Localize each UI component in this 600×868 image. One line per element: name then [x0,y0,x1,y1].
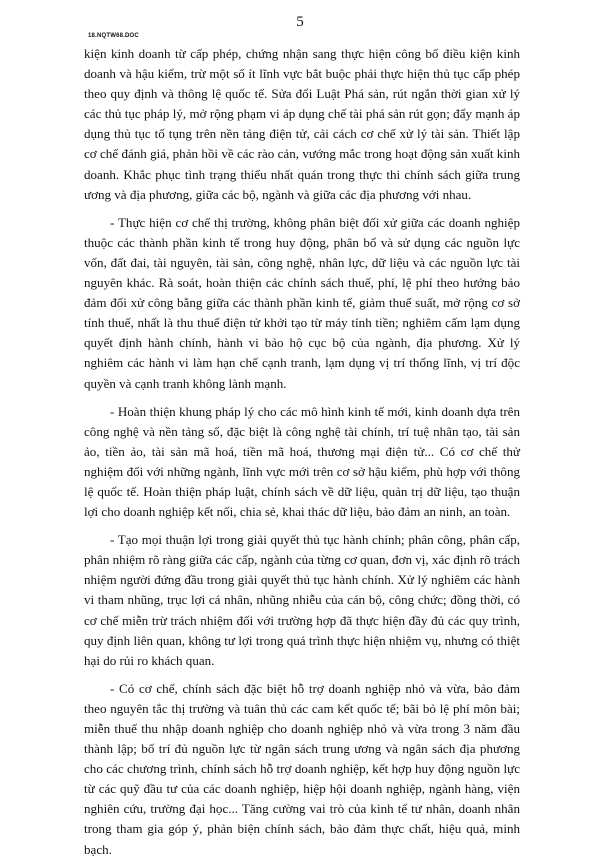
paragraph-administrative-procedures: - Tạo mọi thuận lợi trong giải quyết thủ tục hành chính; phân công, phân cấp, phân nhiệm rõ ràng giữa các cấp, ngành của từng cơ quan, đơn vị, xác định rõ trách nhiệm người đứng đầu trong giải quyết thủ tục hành chính. Xử lý nghiêm các hành vi tham nhũng, trục lợi cá nhân, nhũng nhiễu của cán bộ, công chức; đồng thời, có cơ chế miễn trừ trách nhiệm đối với trường hợp đã thực hiện đầy đủ các quy trình, quy định liên quan, không tư lợi trong quá trình thực hiện nhiệm vụ, nhưng có thiệt hại do rủi ro khách quan. [84,532,520,668]
paragraph-continuation: kiện kinh doanh từ cấp phép, chứng nhận sang thực hiện công bố điều kiện kinh doanh và hậu kiểm, trừ một số ít lĩnh vực bắt buộc phải thực hiện thủ tục cấp phép theo quy định và thông lệ quốc tế. Sửa đổi Luật Phá sản, rút ngắn thời gian xử lý các thủ tục pháp lý, mở rộng phạm vi áp dụng chế tài phá sản rút gọn; đẩy mạnh áp dụng thủ tục tố tụng trên nền tảng điện tử, cải cách cơ chế xử lý tài sản. Thiết lập cơ chế đánh giá, phản hồi về các rào cản, vướng mắc trong hoạt động sản xuất kinh doanh. Khắc phục tình trạng thiếu nhất quán trong thực thi chính sách giữa trung ương và địa phương, giữa các bộ, ngành và giữa các địa phương với nhau. [84,46,520,202]
document-body [84,44,520,868]
paragraph-market-mechanism: - Thực hiện cơ chế thị trường, không phân biệt đối xử giữa các doanh nghiệp thuộc các thành phần kinh tế trong huy động, phân bổ và sử dụng các nguồn lực vốn, đất đai, tài nguyên, tài sản, công nghệ, nhân lực, dữ liệu và các nguồn lực tài nguyên khác. Rà soát, hoàn thiện các chính sách thuế, phí, lệ phí theo hướng bảo đảm đối xử công bằng giữa các thành phần kinh tế, giảm thuế suất, mở rộng cơ sở tính thuế, nhất là thu thuế điện tử khởi tạo từ máy tính tiền; nghiêm cấm lạm dụng quyết định hành chính, hành vi bảo hộ cục bộ của ngành, địa phương. Xử lý nghiêm các hành vi làm hạn chế cạnh tranh, lạm dụng vị trí thống lĩnh, vị trí độc quyền và cạnh tranh không lành mạnh. [84,214,520,391]
paragraph-sme-support: - Có cơ chế, chính sách đặc biệt hỗ trợ doanh nghiệp nhỏ và vừa, bảo đảm theo nguyên tắc thị trường và tuân thủ các cam kết quốc tế; bãi bỏ lệ phí môn bài; miễn thuế thu nhập doanh nghiệp cho doanh nghiệp nhỏ và vừa trong 3 năm đầu thành lập; bố trí đủ nguồn lực từ ngân sách trung ương và ngân sách địa phương cho các chương trình, chính sách hỗ trợ doanh nghiệp, kết hợp huy động nguồn lực từ các quỹ đầu tư của các doanh nghiệp, hiệp hội doanh nghiệp, ngành hàng, viện nghiên cứu, trường đại học... Tăng cường vai trò của kinh tế tư nhân, doanh nhân trong tham gia góp ý, phản biện chính sách, bảo đảm thực chất, hiệu quả, minh bạch. [84,680,520,857]
paragraph-legal-framework: - Hoàn thiện khung pháp lý cho các mô hình kinh tế mới, kinh doanh dựa trên công nghệ và nền tảng số, đặc biệt là công nghệ tài chính, trí tuệ nhân tạo, tài sản ảo, tiền ảo, tài sản mã hoá, tiền mã hoá, thương mại điện tử... Có cơ chế thử nghiệm đối với những ngành, lĩnh vực mới trên cơ sở hậu kiểm, phù hợp với thông lệ quốc tế. Hoàn thiện pháp luật, chính sách về dữ liệu, quản trị dữ liệu, tạo thuận lợi cho doanh nghiệp kết nối, chia sẻ, khai thác dữ liệu, bảo đảm an ninh, an toàn. [84,403,520,520]
document-code: 18.NQTW68.DOC [88,33,139,39]
page-number: 5 [296,14,304,30]
